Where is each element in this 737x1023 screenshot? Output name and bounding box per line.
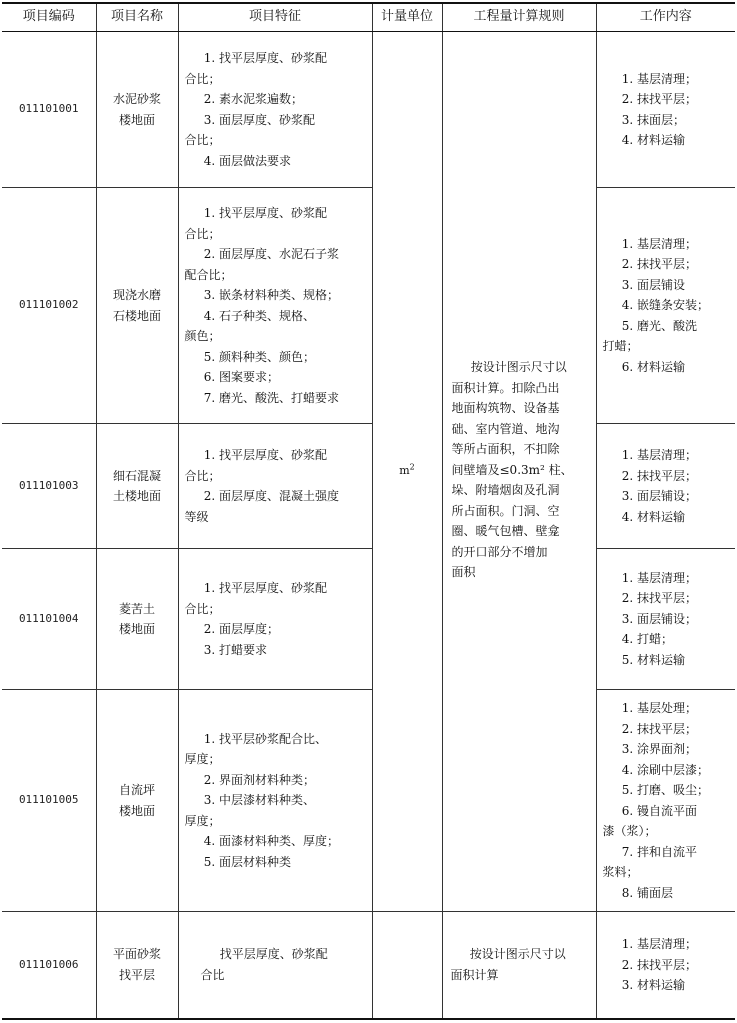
work-line: 1. 基层清理； [621, 71, 697, 86]
feature-line: 合比； [184, 71, 221, 86]
feature-line: 厚度； [184, 752, 221, 767]
feature-line: 3. 中层漆材料种类、 [203, 793, 315, 808]
item-code: 011101004 [2, 549, 96, 690]
feature-line: 1. 找平层厚度、砂浆配 [203, 448, 327, 462]
rule-line: 按设计图示尺寸以 [470, 360, 567, 375]
name-line: 自流坪 [118, 783, 155, 797]
feature-line: 等级 [184, 509, 209, 524]
feature-line: 6. 图案要求； [203, 370, 279, 384]
work-line: 1. 基层清理； [621, 236, 697, 251]
work-line: 2. 抹找平层； [621, 257, 697, 272]
rule-line: 所占面积。门洞、空 [451, 503, 560, 518]
item-name [96, 912, 178, 1019]
work-line: 漆（浆）； [602, 824, 657, 838]
table-row [2, 912, 735, 1019]
feature-line: 配合比； [184, 267, 233, 282]
feature-line: 4. 面漆材料种类、厚度； [203, 834, 339, 849]
work-line: 1. 基层清理； [621, 937, 697, 951]
item-work [596, 188, 735, 424]
name-line: 石楼地面 [112, 308, 161, 323]
work-line: 4. 材料运输 [621, 509, 685, 524]
item-work [596, 912, 735, 1019]
unit-superscript: 2 [409, 462, 415, 472]
item-features [178, 549, 372, 690]
rule-line: 间壁墙及≤0.3m² 柱、 [451, 462, 573, 477]
feature-line: 合比； [184, 601, 221, 616]
header-rule: 工程量计算规则 [442, 3, 596, 32]
rule-line: 面积 [451, 565, 476, 580]
item-work [596, 424, 735, 549]
table-row [2, 188, 735, 424]
work-line: 3. 涂界面剂； [621, 742, 697, 756]
work-line: 5. 磨光、酸洗 [621, 318, 697, 333]
feature-line: 厚度； [184, 813, 221, 828]
header-unit: 计量单位 [372, 3, 442, 32]
work-line: 3. 抹面层； [621, 112, 685, 127]
work-line: 1. 基层处理； [621, 701, 697, 715]
name-line: 楼地面 [118, 622, 155, 636]
item-name [96, 32, 178, 188]
rule-line: 垛、附墙烟囱及孔洞 [451, 483, 560, 498]
item-features [178, 690, 372, 912]
table-row [2, 549, 735, 690]
work-line: 2. 抹找平层； [621, 591, 697, 606]
work-line: 1. 基层清理； [621, 570, 697, 585]
work-line: 3. 面层铺设； [621, 489, 697, 503]
work-line: 2. 抹找平层； [621, 957, 697, 972]
work-line: 6. 材料运输 [621, 359, 685, 374]
feature-line: 颜色； [184, 329, 221, 343]
name-line: 土楼地面 [112, 489, 161, 503]
rule-line: 等所占面积，不扣除 [451, 442, 560, 457]
item-features [178, 188, 372, 424]
item-work [596, 549, 735, 690]
work-line: 4. 材料运输 [621, 133, 685, 147]
feature-line: 2. 面层厚度、水泥石子浆 [203, 247, 339, 261]
feature-line: 合比； [184, 133, 221, 147]
unit-cell [372, 32, 442, 912]
table-row [2, 690, 735, 912]
work-line: 4. 打蜡； [621, 632, 673, 647]
header-work: 工作内容 [596, 3, 735, 32]
item-code: 011101002 [2, 188, 96, 424]
feature-line: 2. 面层厚度； [203, 622, 279, 636]
table-row [2, 424, 735, 549]
feature-line: 合比； [184, 468, 221, 483]
work-line: 3. 材料运输 [621, 978, 685, 992]
name-line: 楼地面 [118, 112, 155, 127]
rule-main [442, 188, 596, 912]
rule-line: 面积计算 [450, 967, 499, 982]
item-code: 011101001 [2, 32, 96, 188]
item-features [178, 912, 372, 1019]
name-line: 水泥砂浆 [112, 92, 161, 106]
feature-line: 7. 磨光、酸洗、打蜡要求 [203, 390, 339, 405]
name-line: 找平层 [118, 967, 155, 982]
rule-line: 面积计算。扣除凸出 [451, 380, 560, 395]
unit-text: m [399, 464, 410, 478]
feature-line: 4. 面层做法要求 [203, 153, 291, 168]
work-line: 2. 抹找平层； [621, 92, 697, 106]
feature-line: 4. 石子种类、规格、 [203, 308, 315, 323]
feature-line: 合比 [200, 967, 225, 982]
work-line: 4. 涂刷中层漆； [621, 762, 709, 777]
work-line: 5. 材料运输 [621, 652, 685, 667]
header-row [2, 3, 735, 32]
item-name [96, 549, 178, 690]
work-line: 5. 打磨、吸尘； [621, 783, 709, 797]
rule-line: 地面构筑物、设备基 [451, 401, 560, 416]
name-line: 平面砂浆 [112, 947, 161, 962]
rule-last [442, 912, 596, 1019]
feature-line: 1. 找平层厚度、砂浆配 [203, 51, 327, 65]
table-row [2, 32, 735, 188]
work-line: 3. 面层铺设 [621, 277, 685, 292]
work-line: 8. 铺面层 [621, 885, 673, 900]
feature-line: 1. 找平层厚度、砂浆配 [203, 206, 327, 220]
item-code: 011101006 [2, 912, 96, 1019]
item-name [96, 188, 178, 424]
header-features: 项目特征 [178, 3, 372, 32]
rule-line: 圈、暖气包槽、壁龛 [451, 524, 560, 539]
work-line: 4. 嵌缝条安装； [621, 298, 709, 313]
rule-line: 的开口部分不增加 [451, 544, 548, 559]
rule-line: 础、室内管道、地沟 [451, 421, 560, 436]
feature-line: 合比； [184, 226, 221, 241]
feature-line: 2. 面层厚度、混凝土强度 [203, 489, 339, 503]
header-code: 项目编码 [2, 3, 96, 32]
quantity-table [2, 2, 735, 1020]
name-line: 楼地面 [118, 803, 155, 818]
feature-line: 3. 打蜡要求 [203, 642, 267, 657]
work-line: 3. 面层铺设； [621, 611, 697, 626]
work-line: 7. 拌和自流平 [621, 844, 697, 859]
work-line: 1. 基层清理； [621, 448, 697, 462]
item-name [96, 690, 178, 912]
rule-line: 按设计图示尺寸以 [469, 947, 566, 962]
unit-cell-last [372, 912, 442, 1019]
item-features [178, 424, 372, 549]
feature-line: 5. 面层材料种类 [203, 854, 291, 869]
work-line: 2. 抹找平层； [621, 721, 697, 736]
feature-line: 1. 找平层厚度、砂浆配 [203, 581, 327, 595]
feature-line: 3. 面层厚度、砂浆配 [203, 112, 315, 127]
item-work [596, 690, 735, 912]
item-features [178, 32, 372, 188]
name-line: 现浇水磨 [112, 288, 161, 302]
feature-line: 5. 颜料种类、颜色； [203, 349, 315, 364]
item-work [596, 32, 735, 188]
work-line: 6. 镘自流平面 [621, 803, 697, 818]
work-line: 打蜡； [602, 339, 639, 354]
work-line: 浆料； [602, 865, 639, 879]
name-line: 细石混凝 [112, 468, 161, 483]
feature-line: 3. 嵌条材料种类、规格； [203, 288, 339, 302]
feature-line: 找平层厚度、砂浆配 [219, 947, 328, 962]
feature-line: 2. 素水泥浆遍数； [203, 92, 303, 106]
item-code: 011101005 [2, 690, 96, 912]
work-line: 2. 抹找平层； [621, 468, 697, 483]
feature-line: 2. 界面剂材料种类； [203, 772, 315, 787]
item-code: 011101003 [2, 424, 96, 549]
item-name [96, 424, 178, 549]
feature-line: 1. 找平层砂浆配合比、 [203, 731, 327, 746]
header-name: 项目名称 [96, 3, 178, 32]
name-line: 菱苦土 [118, 601, 155, 616]
